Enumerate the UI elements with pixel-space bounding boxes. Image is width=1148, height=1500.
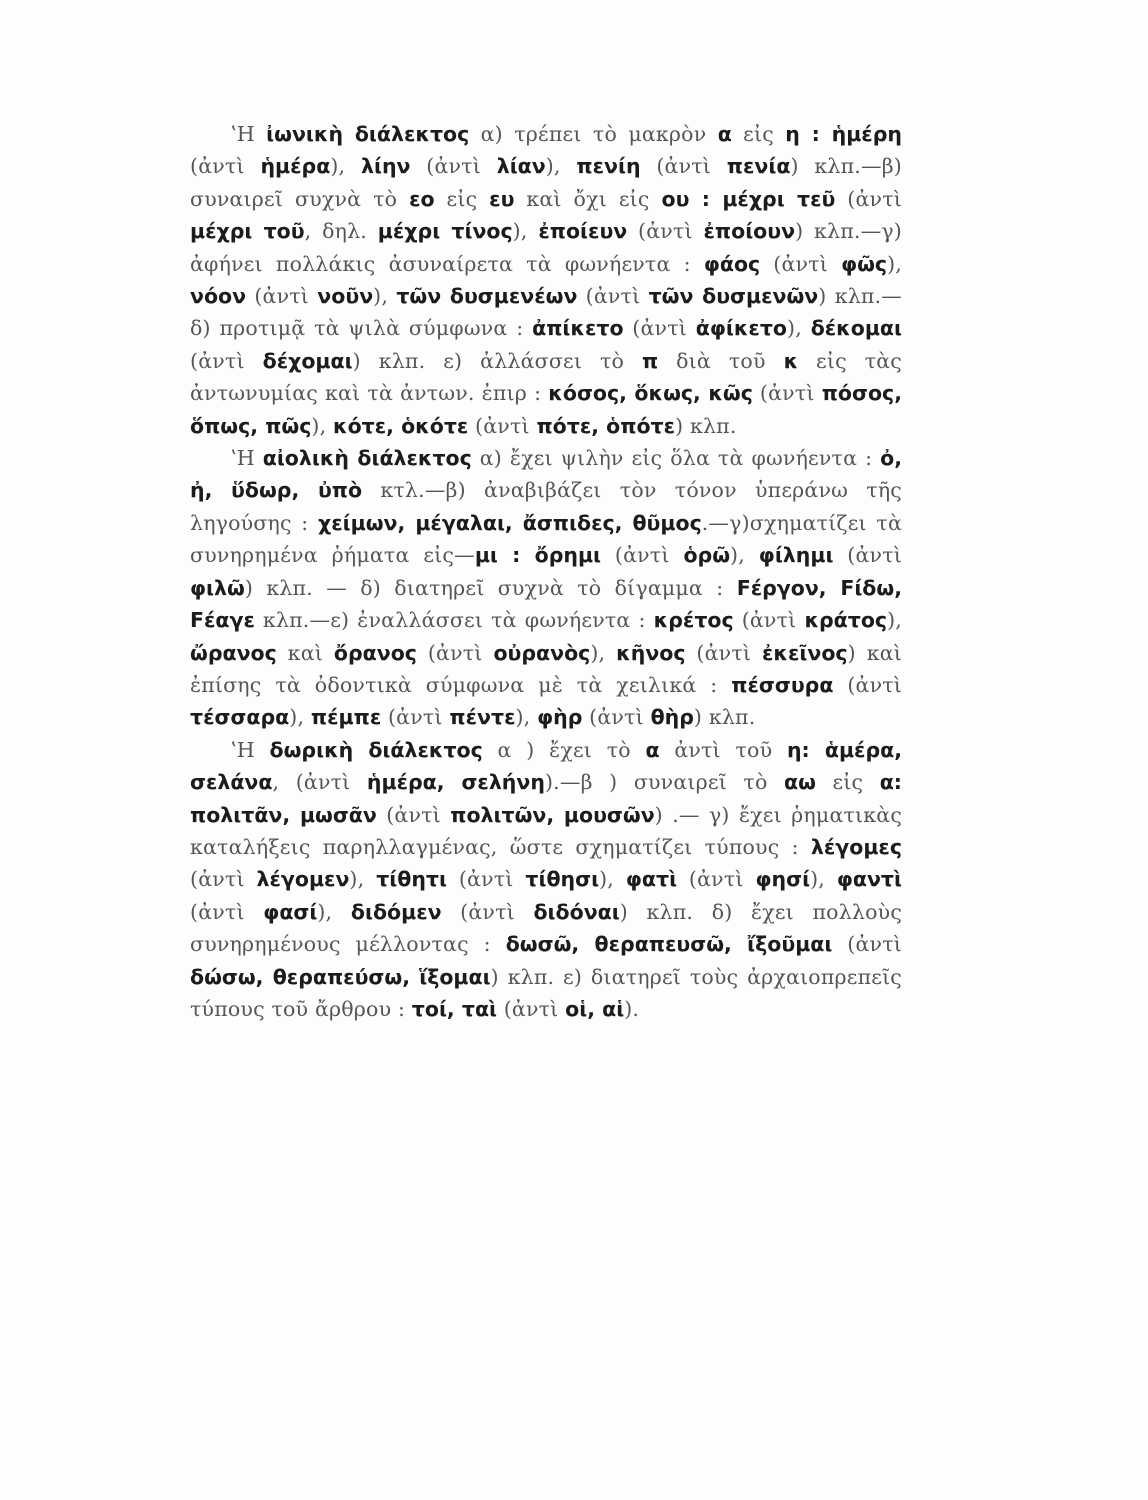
bold-term: π [642, 348, 659, 373]
text-run: (ἀντὶ [468, 413, 537, 438]
bold-term: ἡμέρα, σελήνη [366, 770, 545, 795]
text-run: (ἀντὶ [497, 996, 566, 1021]
text-run: ), [317, 899, 351, 924]
ionic-dialect-paragraph [190, 118, 902, 442]
text-run: α) τρέπει τὸ μακρὸν [469, 122, 718, 146]
text-run: ), [887, 251, 902, 276]
text-run: (ἀντὶ [441, 899, 534, 924]
text-run: .—γ)σχηματίζει τὰ συνηρημένα ῥήματα εἰς— [190, 510, 902, 568]
aeolic-dialect-paragraph [190, 442, 902, 734]
bold-term: πενία [726, 154, 791, 179]
text-run: διὰ τοῦ [658, 348, 784, 373]
text-run: ), [349, 867, 377, 892]
bold-term: πέντε [449, 705, 516, 730]
text-run: (ἀντὶ [677, 867, 756, 892]
bold-term: η: ἁμέρα, σελάνα [190, 737, 902, 795]
text-run: ) κλπ.— δ) προτιμᾷ τὰ ψιλὰ σύμφωνα : [190, 284, 903, 341]
bold-term: ἡμέρα [260, 154, 331, 179]
text-run: ), [311, 413, 334, 438]
bold-term: τίθητι [376, 867, 448, 892]
bold-term: φιλῶ [190, 575, 245, 600]
bold-term: πολιτῶν, μουσῶν [450, 802, 655, 827]
bold-term: θὴρ [650, 705, 694, 730]
text-run: ), [787, 316, 811, 341]
text-run: καὶ [276, 640, 334, 665]
text-run: ).—β ) συναιρεῖ τὸ [544, 770, 785, 795]
text-run: ἀντὶ τοῦ [659, 737, 787, 762]
text-run: ) κλπ.—γ) ἀφήνει πολλάκις ἀσυναίρετα τὰ φωνήεντα : [190, 219, 902, 276]
text-run: (ἀντὶ [246, 284, 318, 309]
text-run: ), [545, 154, 577, 179]
text-run: ), [515, 705, 538, 730]
bold-term: κῆνος [616, 640, 686, 665]
bold-term: χείμων, μέγαλαι, ἄσπιδες, θῦμος [318, 510, 702, 535]
bold-term: πότε, ὁπότε [536, 413, 676, 438]
text-run: ), [330, 154, 361, 179]
doric-dialect-paragraph [190, 734, 902, 1026]
text-run: ʽΗ [230, 446, 263, 471]
bold-term: φαντὶ [836, 867, 902, 892]
bold-term: μέχρι τοῦ [190, 219, 305, 244]
bold-term: λέγομεν [256, 867, 350, 892]
text-run: ) κλπ.—β) συναιρεῖ συχνὰ τὸ [190, 154, 902, 211]
text-run: ) κλπ. ε) διατηρεῖ τοὺς ἀρχαιοπρεπεῖς τύπους τοῦ ἄρθρου : [190, 964, 902, 1021]
text-run: ), [810, 867, 837, 892]
text-run: κλπ.—ε) ἐναλλάσσει τὰ φωνήεντα : [254, 608, 654, 633]
bold-term: τῶν δυσμενέων [396, 284, 578, 309]
bold-term: ὀ, ἠ, ὕδωρ, ὐπὸ [190, 446, 902, 503]
text-run: (ἀντὶ [416, 640, 494, 665]
text-run: ), [887, 608, 902, 633]
text-run: ), [590, 640, 617, 665]
bold-term: κ [783, 348, 799, 373]
text-run: (ἀντὶ [447, 867, 526, 892]
bold-term: λίαν [496, 154, 546, 179]
text-run: εἰς τὰς ἀντωνυμίας καὶ τὰ ἀντων. ἐπιρ : [190, 348, 902, 406]
text-run: ) κλπ. — δ) διατηρεῖ συχνὰ τὸ δίγαμμα : [244, 575, 737, 600]
text-run: (ἀντὶ [832, 932, 902, 957]
bold-term: η : ἡμέρη [785, 122, 902, 146]
bold-term: ἐποίευν [538, 219, 628, 244]
bold-term: διδόναι [533, 899, 620, 924]
text-run: ) καὶ ἐπίσης τὰ ὀδοντικὰ σύμφωνα μὲ τὰ χειλικά : [190, 640, 902, 697]
bold-term: ου : μέχρι τεῦ [661, 186, 836, 211]
bold-term: αἰολικὴ διάλεκτος [262, 446, 472, 471]
text-run: ) κλπ. [675, 413, 737, 438]
text-run: (ἀντὶ [627, 219, 704, 244]
text-run: (ἀντὶ [733, 608, 805, 633]
text-run: (ἀντὶ [376, 802, 451, 827]
bold-term: ἀφίκετο [695, 316, 787, 341]
bold-term: αω [784, 770, 816, 795]
bold-term: φασί [263, 899, 318, 924]
bold-term: τῶν δυσμενῶν [648, 284, 819, 309]
bold-term: τοί, ταὶ [411, 996, 498, 1021]
bold-term: οὐρανὸς [493, 640, 591, 665]
bold-term: ὁρῶ [683, 543, 731, 568]
bold-term: πέσσυρα [731, 672, 834, 697]
bold-term: κόσος, ὅκως, κῶς [548, 381, 753, 406]
bold-term: δώσω, θεραπεύσω, ἵξομαι [190, 964, 491, 989]
bold-term: α [717, 122, 732, 146]
bold-term: ἐκεῖνος [762, 640, 848, 665]
text-run: (ἀντὶ [752, 381, 822, 406]
bold-term: ὄρανος [333, 640, 417, 665]
text-run: ). [624, 996, 640, 1021]
text-run: (ἀντὶ [577, 284, 649, 309]
bold-term: κρέτος [653, 608, 734, 633]
bold-term: τέσσαρα [190, 705, 290, 730]
bold-term: ὤρανος [190, 640, 277, 665]
text-run: (ἀντὶ [582, 705, 651, 730]
bold-term: οἱ, αἱ [565, 996, 625, 1021]
bold-term: ἀπίκετο [532, 316, 624, 341]
bold-term: εο [409, 186, 435, 211]
bold-term: φίλημι [758, 543, 834, 568]
text-run: (ἀντὶ [190, 348, 263, 373]
text-run: (ἀντὶ [410, 154, 497, 179]
text-run: ) κλπ. δ) ἔχει πολλοὺς συνηρημένους μέλλοντας : [190, 899, 902, 957]
text-run: (ἀντὶ [640, 154, 727, 179]
bold-term: νοῦν [317, 284, 374, 309]
text-run: ), [373, 284, 397, 309]
text-run: , δηλ. [304, 219, 378, 244]
text-run: εἰς [815, 770, 880, 795]
text-run: , (ἀντὶ [272, 770, 367, 795]
bold-term: μέχρι τίνος [377, 219, 513, 244]
text-run: ), [599, 867, 626, 892]
text-run: ), [289, 705, 311, 730]
text-run: (ἀντὶ [835, 186, 902, 211]
text-run: (ἀντὶ [190, 867, 257, 892]
bold-term: δέχομαι [262, 348, 353, 373]
bold-term: ευ [489, 186, 515, 211]
bold-term: α [645, 737, 660, 762]
bold-term: λέγομες [810, 834, 902, 859]
bold-term: νόον [190, 284, 247, 309]
bold-term: Fέργον, Fίδω, Fέαγε [190, 575, 902, 633]
text-run: (ἀντὶ [833, 543, 902, 568]
bold-term: δέκομαι [810, 316, 902, 341]
bold-term: λίην [360, 154, 411, 179]
bold-term: δωρικὴ διάλεκτος [269, 737, 483, 762]
text-run: (ἀντὶ [833, 672, 903, 697]
text-run: (ἀντὶ [381, 705, 450, 730]
text-run: ʽΗ [230, 122, 267, 146]
bold-term: μι : ὄρημι [474, 543, 602, 568]
text-run: (ἀντὶ [190, 154, 261, 179]
bold-term: ἰωνικὴ διάλεκτος [266, 122, 470, 146]
bold-term: τίθησι [525, 867, 600, 892]
bold-term: κράτος [804, 608, 888, 633]
text-run: (ἀντὶ [623, 316, 696, 341]
text-run: (ἀντὶ [601, 543, 684, 568]
text-run: ) κλπ. [693, 705, 756, 730]
text-run: ) .— γ) ἔχει ῥηματικὰς καταλήξεις παρηλλαγμένας, ὥστε σχηματίζει τύπους : [190, 802, 902, 859]
bold-term: φάος [703, 251, 761, 276]
bold-term: πόσος, ὅπως, πῶς [190, 381, 902, 438]
bold-term: ἐποίουν [703, 219, 796, 244]
bold-term: διδόμεν [350, 899, 442, 924]
bold-term: πέμπε [310, 705, 382, 730]
text-run: (ἀντὶ [685, 640, 763, 665]
bold-term: φὴρ [537, 705, 583, 730]
text-run: ), [730, 543, 759, 568]
text-run: α ) ἔχει τὸ [482, 737, 646, 762]
bold-term: δωσῶ, θεραπευσῶ, ἴξοῦμαι [505, 932, 833, 957]
bold-term: φατὶ [625, 867, 678, 892]
bold-term: α: πολιτᾶν, μωσᾶν [190, 770, 902, 827]
text-run: α) ἔχει ψιλὴν εἰς ὅλα τὰ φωνήεντα : [471, 446, 881, 471]
bold-term: φῶς [841, 251, 888, 276]
bold-term: κότε, ὁκότε [333, 413, 469, 438]
text-run: καὶ ὄχι εἰς [514, 186, 662, 211]
text-run: ) κλπ. ε) ἀλλάσσει τὸ [352, 348, 642, 373]
text-run: εἰς [434, 186, 490, 211]
bold-term: φησί [755, 867, 811, 892]
page-body [190, 118, 902, 1025]
bold-term: πενίη [576, 154, 641, 179]
text-run: (ἀντὶ [190, 899, 264, 924]
text-run: εἰς [731, 122, 786, 146]
text-run: κτλ.—β) ἀναβιβάζει τὸν τόνον ὑπεράνω τῆς ληγούσης : [190, 478, 902, 535]
text-run: (ἀντὶ [760, 251, 842, 276]
text-run: ʽΗ [230, 737, 270, 762]
text-run: ), [512, 219, 539, 244]
